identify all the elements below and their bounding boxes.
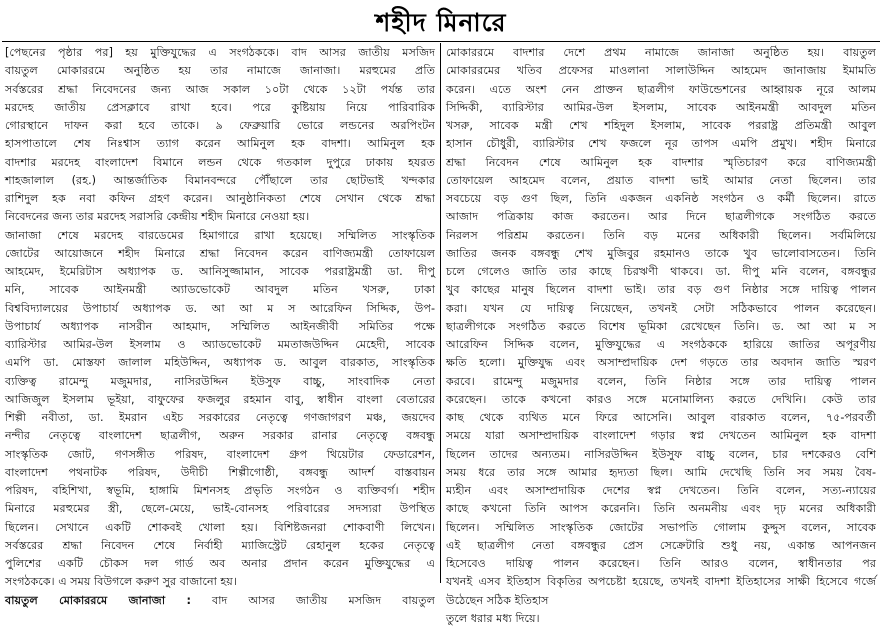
right-line: খসরু, সাবেক মন্ত্রী শেখ শহিদুল ইসলাম, সাবেক পররাষ্ট্র প্রতিমন্ত্রী আবুল: [446, 119, 876, 132]
right-line: ছাত্রলীগকে সংগঠিত করতে বিশেষ ভূমিকা রেখেছেন তিনি। ড. আ আ ম স: [446, 319, 876, 333]
left-line: শাহজালাল (রহ.) আন্তর্জাতিক বিমানবন্দরে পৌঁছালে তার ছোটভাই খন্দকার: [5, 173, 435, 187]
left-line: আহমেদ, ইমেরিটাস অধ্যাপক ড. আনিসুজ্জামান, সাবেক পররাষ্ট্রমন্ত্রী ডা. দীপু: [5, 265, 435, 278]
left-line: পরিষদ, বহিশিখা, স্বভূমি, হাঙ্গামি মিশনসহ প্রভৃতি সংগঠন ও ব্যক্তিবর্গ। শহীদ: [5, 484, 435, 497]
left-line: সাংস্কৃতিক জোট, গণসঙ্গীত পরিষদ, বাংলাদেশ গ্রুপ থিয়েটার ফেডারেশন,: [5, 447, 435, 461]
left-line: জানাজা শেষে মরদেহ বারডেমের হিমাগারে রাখা হয়েছে। সম্মিলিত সাংস্কৃতিক: [5, 228, 435, 242]
left-line: ছিলেন। সেখানে একটি শোকবই খোলা হয়। বিশিষ্টজনরা শোকবাণী লিখেন।: [5, 520, 435, 534]
right-column: [446, 44, 876, 625]
subhead-line-text: বাদ আসর জাতীয় মসজিদ বায়তুল: [190, 593, 435, 607]
right-line: আজাদ পত্রিকায় কাজ করতেন। আর দিনে ছাত্রলীগকে সংগঠিত করতে: [446, 210, 876, 224]
headline-rule: [2, 41, 880, 42]
right-line: ছিলেন। সম্মিলিত সাংস্কৃতিক জোটের সভাপতি গোলাম কুদ্দুস বলেন, সাবেক: [446, 520, 876, 534]
right-line: মোকাররমের খতিব প্রফেসর মাওলানা সালাউদ্দিন আহমেদ জানাজায় ইমামতি: [446, 64, 876, 78]
right-line: সময় ধরে তার সঙ্গে আমার হৃদ্যতা ছিল। আমি দেখেছি তিনি সব সময় বৈষ-: [446, 465, 876, 479]
left-line: রাশিদুল হক নবা কফিন গ্রহণ করেন। আনুষ্ঠানিকতা শেষে সেখান থেকে শ্রদ্ধা: [5, 192, 435, 205]
right-line: করেছেন। তাকে কখনো কারও সঙ্গে মনোমালিন্য করতে দেখিনি। কেউ তার: [446, 392, 876, 406]
right-line: করেন। এতে অংশ নেন প্রাক্তন ছাত্রলীগ ফাউন্ডেশনের আহ্বায়ক নূরে আলম: [446, 82, 876, 96]
left-line: বাংলাদেশ পথনাটক পরিষদ, উদীচী শিল্পীগোষ্ঠী, বঙ্গবন্ধু আদর্শ বাস্তবায়ন: [5, 465, 435, 479]
right-line: যখনই এসব ইতিহাস বিকৃতির অপচেষ্টা হয়েছে, তখনই বাদশা ইতিহাসের সাক্ষী হিসেবে গর্জে উঠেছেন সঠিক ইতিহাস: [446, 575, 876, 607]
left-line: আজিজুল ইসলাম ভূইয়া, বাফুফের ফজলুর রহমান বাবু, স্বাধীন বাংলা বেতারের: [5, 392, 435, 406]
continued-from-tag: [পেছনের পৃষ্ঠার পর]: [5, 46, 113, 59]
right-line: কাছ থেকে ব্যথিত মনে ফিরে আসেনি। আবুল বারকাত বলেন, ৭৫-পরবর্তী: [446, 411, 876, 424]
right-line: হিসেবেও দায়িত্ব পালন করেছেন। তিনি আরও বলেন, স্বাধীনতার পর: [446, 557, 876, 570]
right-line: কাছে কখনো তিনি আপস করেননি। তিনি অনমনীয় এবং দৃঢ় মনের অধিকারী: [446, 502, 876, 516]
right-line: এই ছাত্রলীগ নেতা বঙ্গবন্ধুর প্রেস সেক্রেটারি শুধু নয়, একান্ত আপনজন: [446, 538, 876, 552]
left-line: মনি, সাবেক আইনমন্ত্রী অ্যাডভোকেট আবদুল মতিন খসরু, ঢাকা: [5, 283, 435, 297]
right-line: আরেফিন সিদ্দিক বলেন, মুক্তিযুদ্ধের এ সংগঠককে হারিয়ে জাতির অপূরণীয়: [446, 338, 876, 351]
left-line: সর্বস্তরের শ্রদ্ধা নিবেদন শেষে নির্বাহী ম্যাজিস্ট্রেট রেহানুল হকের নেতৃত্বে: [5, 538, 435, 552]
left-column: [5, 44, 435, 607]
right-line: ছিলেন তাদের অন্যতম। নাসিরউদ্দিন ইউসুফ বাচ্চু বলেন, চার দশকেরও বেশি: [446, 447, 876, 461]
left-line: মিনারে মরহুমের স্ত্রী, ছেলে-মেয়ে, ভাই-বোনসহ পরিবারের সদস্যরা উপস্থিত: [5, 502, 435, 516]
right-line: সিদ্দিকী, ব্যারিস্টার আমির-উল ইসলাম, সাবেক আইনমন্ত্রী আবদুল মতিন: [446, 100, 876, 114]
left-line: জোটের আয়োজনে শহীদ মিনারে শ্রদ্ধা নিবেদন করেন বাণিজ্যমন্ত্রী তোফায়েল: [5, 246, 435, 260]
left-line: বাদশার মরদেহ বাংলাদেশ বিমানে লন্ডন থেকে গতকাল দুপুরে ঢাকায় হযরত: [5, 155, 435, 169]
subhead-line: [5, 592, 435, 610]
left-line: বিশ্ববিদ্যালয়ের উপাচার্য অধ্যাপক ড. আ আ ম স আরেফিন সিদ্দিক, উপ-: [5, 301, 435, 315]
left-line: এমপি ডা. মোস্তফা জালাল মহিউদ্দিন, অধ্যাপক ড. আবুল বারকাত, সাংস্কৃতিক: [5, 356, 435, 370]
right-line: খুব কাছের মানুষ ছিলেন বাদশা ভাই। তার বড় গুণ নিষ্ঠার সঙ্গে দায়িত্ব পালন: [446, 283, 876, 297]
left-line: নন্দীর নেতৃত্বে বাংলাদেশ ছাত্রলীগ, অরুন সরকার রানার নেতৃত্বে বঙ্গবন্ধু: [5, 429, 435, 443]
column-divider: [440, 43, 441, 583]
right-line: নিরলস পরিশ্রম করতেন। তিনি বড় মনের অধিকারী ছিলেন। সর্বমিলিয়ে: [446, 228, 876, 242]
left-line: সংগঠককে। এ সময় বিউগলে করুণ সুর বাজানো হয়।: [5, 575, 237, 589]
article-headline: শহীদ মিনারে: [375, 8, 507, 37]
left-line: নিবেদনের জন্য তার মরদেহ সরাসরি কেন্দ্রীয় শহীদ মিনারে নেওয়া হয়।: [5, 210, 310, 224]
right-line: করা। যখন যে দায়িত্ব নিয়েছেন, তখনই সেটা সঠিকভাবে পালন করেছেন।: [446, 301, 876, 315]
right-line: চলে গেলেও জাতি তার কাছে চিরঋণী থাকবে। ডা. দীপু মনি বলেন, বঙ্গবন্ধুর: [446, 265, 876, 278]
right-line: তুলে ধরার মধ্য দিয়ে।: [446, 611, 540, 625]
left-line: পুলিশের একটি চৌকস দল গার্ড অব অনার প্রদান করেন মুক্তিযুদ্ধের এ: [5, 557, 435, 570]
right-line: হাসান চৌধুরী, ব্যারিস্টার শেখ ফজলে নূর তাপস এমপি প্রমুখ। শহীদ মিনারে: [446, 137, 876, 151]
right-line: জাতির জনক বঙ্গবন্ধু শেখ মুজিবুর রহমানও তাকে খুব ভালোবাসতেন। তিনি: [446, 246, 876, 260]
left-first-line-text: হয় মুক্তিযুদ্ধের এ সংগঠককে। বাদ আসর জাতীয় মসজিদ: [112, 46, 435, 59]
left-line: বায়তুল মোকাররমে অনুষ্ঠিত হয় তার নামাজে জানাজা। মরহুমের প্রতি: [5, 64, 435, 78]
left-line: সর্বস্তরের শ্রদ্ধা নিবেদনের জন্য আজ সকাল ১০টা থেকে ১২টা পর্যন্ত তার: [5, 82, 435, 96]
right-line: ম্যহীন এবং অসাম্প্রদায়িক দেশের স্বপ্ন দেখতেন। তিনি বলেন, সত্য-ন্যায়ের: [446, 484, 876, 497]
right-line: তোফায়েল আহমেদ বলেন, প্রয়াত বাদশা ভাই আমার নেতা ছিলেন। তার: [446, 173, 876, 187]
right-line: সবচেয়ে বড় গুণ ছিল, তিনি একজন একনিষ্ঠ সংগঠন ও কর্মী ছিলেন। রাতে: [446, 192, 876, 205]
left-line: উপাচার্য অধ্যাপক নাসরীন আহমাদ, সম্মিলিত আইনজীবী সমিতির পক্ষে: [5, 319, 435, 333]
right-line: মোকাররমে বাদশার দেশে প্রথম নামাজে জানাজা অনুষ্ঠিত হয়। বায়তুল: [446, 46, 876, 59]
left-line: ব্যক্তিত্ব রামেন্দু মজুমদার, নাসিরউদ্দিন ইউসুফ বাচ্চু, সাংবাদিক নেতা: [5, 374, 435, 388]
right-line: সময়ে যারা অসাম্প্রদায়িক বাংলাদেশ গড়ার স্বপ্ন দেখতেন আমিনুল হক বাদশা: [446, 429, 876, 443]
left-line: শিল্পী নবীতা, ডা. ইমরান এইচ সরকারের নেতৃত্বে গণজাগরণ মঞ্চ, জয়দেব: [5, 411, 435, 424]
right-line: ক্ষতি হলো। মুক্তিযুদ্ধ এবং অসাম্প্রদায়িক দেশ গড়তে তার অবদান জাতি স্মরণ: [446, 356, 876, 370]
left-line: হাসপাতালে শেষ নিঃশ্বাস ত্যাগ করেন আমিনুল হক বাদশা। আমিনুল হক: [5, 137, 435, 151]
left-first-line: [5, 44, 435, 62]
right-line: শ্রদ্ধা নিবেদন শেষে আমিনুল হক বাদশার স্মৃতিচারণ করে বাণিজ্যমন্ত্রী: [446, 155, 876, 169]
right-line: করবে। রামেন্দু মজুমদার বলেন, তিনি নিষ্ঠার সঙ্গে তার দায়িত্ব পালন: [446, 374, 876, 388]
left-line: মরদেহ জাতীয় প্রেসক্লাবে রাখা হবে। পরে কুষ্টিয়ায় নিয়ে পারিবারিক: [5, 100, 435, 114]
jamaat-subhead: বায়তুল মোকাররমে জানাজা :: [5, 593, 191, 607]
left-line: ব্যারিস্টার আমির-উল ইসলাম ও অ্যাডভোকেট মমতাজউদ্দিন মেহেদী, সাবেক: [5, 338, 435, 351]
left-line: গোরস্থানে দাফন করা হবে তাকে। ৯ ফেব্রুয়ারি ভোরে লন্ডনের অরপিংটন: [5, 119, 435, 132]
